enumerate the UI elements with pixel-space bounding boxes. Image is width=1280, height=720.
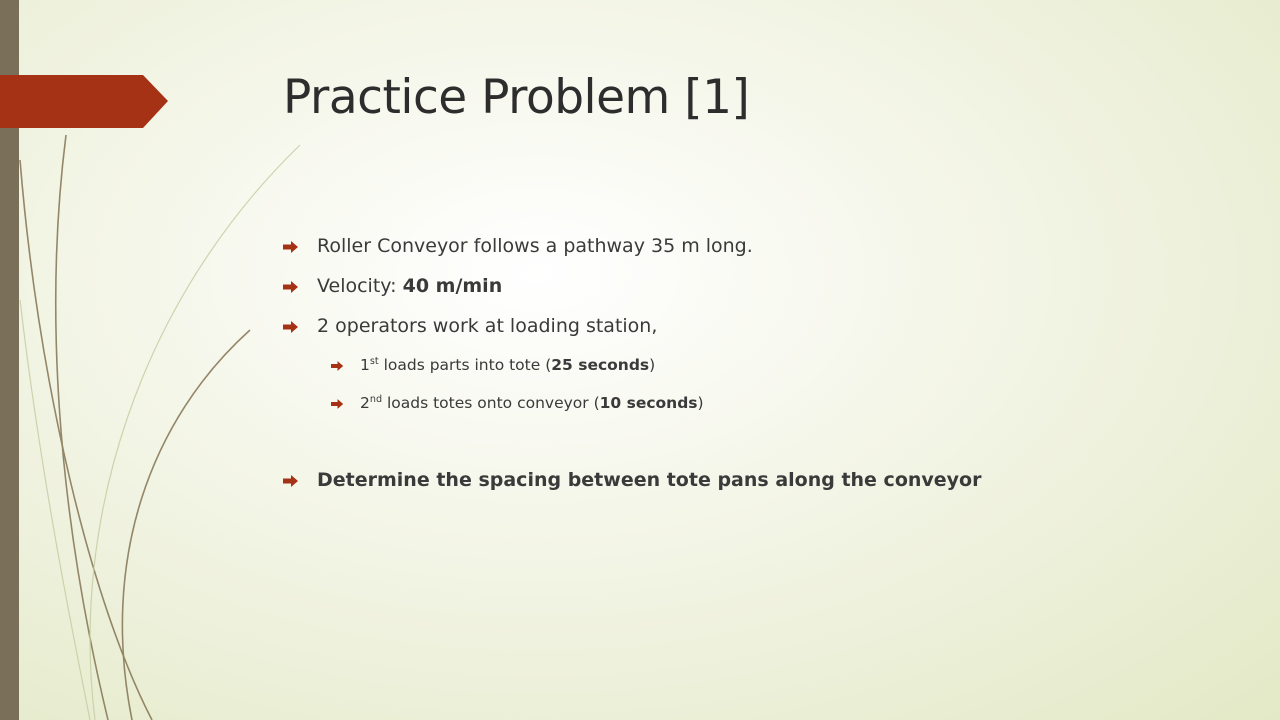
right-arrow-icon bbox=[283, 460, 317, 500]
ordinal: 2 bbox=[360, 394, 370, 412]
bullet-item bbox=[283, 226, 1183, 266]
duration-value: 25 seconds bbox=[551, 356, 650, 374]
bullet-list bbox=[283, 226, 1183, 500]
velocity-value: 40 m/min bbox=[402, 275, 503, 297]
close-paren: ) bbox=[697, 394, 704, 412]
bullet-item bbox=[283, 306, 1183, 346]
title-accent-flag bbox=[0, 0, 170, 135]
question-text: Determine the spacing between tote pans along the conveyor bbox=[317, 469, 982, 491]
right-arrow-icon bbox=[331, 346, 360, 384]
ordinal: 1 bbox=[360, 356, 370, 374]
bullet-text: 2 operators work at loading station, bbox=[317, 315, 658, 337]
slide-title: Practice Problem [1] bbox=[283, 70, 750, 125]
sub-bullet-item bbox=[283, 384, 1183, 422]
bullet-item bbox=[283, 460, 1183, 500]
bullet-item bbox=[283, 266, 1183, 306]
bullet-label: Velocity: bbox=[317, 275, 403, 297]
right-arrow-icon bbox=[331, 384, 360, 422]
right-arrow-icon bbox=[283, 226, 317, 266]
ordinal-suffix: st bbox=[369, 355, 379, 367]
sub-bullet-text: loads parts into tote ( bbox=[378, 356, 552, 374]
sub-bullet-item bbox=[283, 346, 1183, 384]
close-paren: ) bbox=[649, 356, 656, 374]
right-arrow-icon bbox=[283, 306, 317, 346]
right-arrow-icon bbox=[283, 266, 317, 306]
bullet-text: Roller Conveyor follows a pathway 35 m long. bbox=[317, 235, 753, 257]
duration-value: 10 seconds bbox=[599, 394, 698, 412]
ordinal-suffix: nd bbox=[369, 393, 383, 405]
sub-bullet-text: loads totes onto conveyor ( bbox=[382, 394, 600, 412]
